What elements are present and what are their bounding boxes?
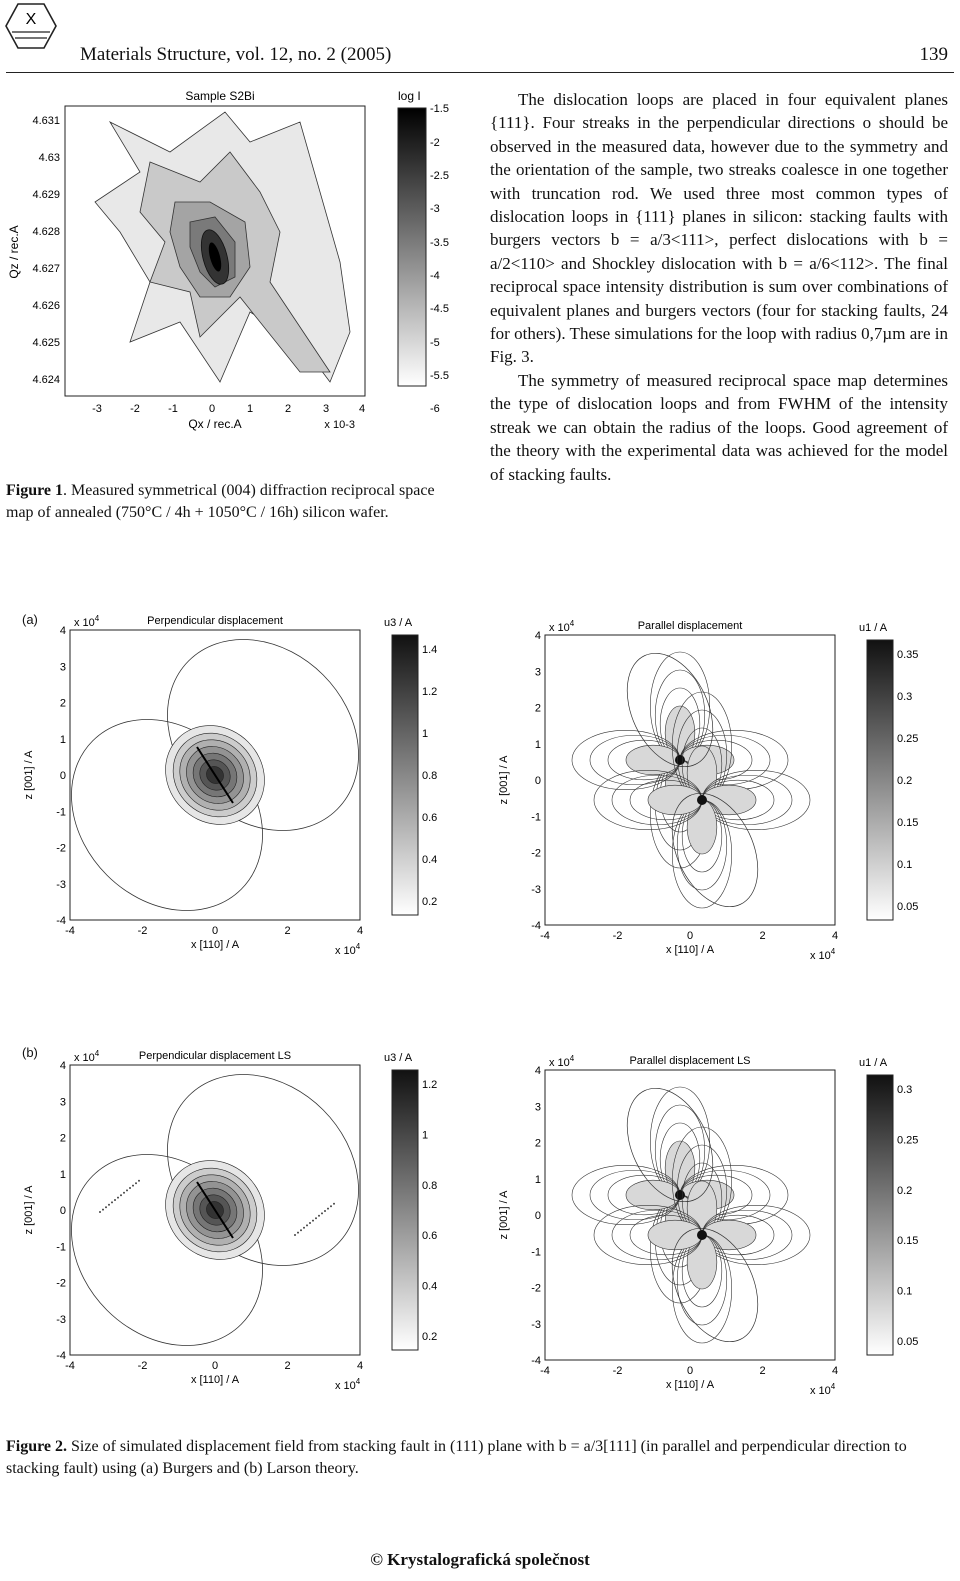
figure2-caption (6, 1436, 954, 1480)
ytick-label: 2 (534, 1137, 541, 1150)
ytick-label: 4 (59, 1060, 66, 1072)
paragraph-1: The dislocation loops are placed in four equivalent planes {111}. Four streaks in the perpendicular directions o should be observed in the measured data, however due to the symmetry and the orientation of the sample, two streaks coalesce in one together with truncation rod. We used three most common types of dislocation loops in {111} planes in silicon: stacking faults with burgers vectors b = a/3<111>, perfect dislocations with b = a/2<110> and Shockley dislocation with b = a/6<112>. The final reciprocal space intensity distribution is sum over combinations of equivalent planes and burgers vectors (four for stacking faults, 24 for others). These simulations for the loop with radius 0,7µm are in Fig. 3. (490, 90, 948, 367)
ytick-label: 0 (534, 1210, 541, 1222)
ytick-label: -4 (56, 1350, 66, 1362)
plot-ylabel: z [001] / A (498, 755, 510, 805)
page-number: 139 (919, 44, 948, 65)
xtick-label: -2 (612, 1365, 623, 1377)
xtick-label: 2 (284, 1360, 291, 1372)
ytick-label: 2 (59, 1132, 66, 1145)
svg-text:0: 0 (208, 403, 216, 415)
ytick-label: -1 (56, 806, 66, 819)
svg-text:-4.5: -4.5 (430, 303, 449, 315)
colorbar-tick: 0.2 (897, 1184, 913, 1197)
ytick-label: 3 (59, 661, 66, 674)
figure2-plot-1 (23, 601, 437, 957)
ytick-label: -3 (56, 1313, 66, 1326)
ytick-label: 1 (534, 738, 541, 751)
colorbar-tick: 0.2 (897, 775, 913, 787)
panel-b-label: (b) (22, 1045, 38, 1060)
plot-title: Parallel displacement (637, 620, 743, 632)
colorbar-tick: 0.05 (897, 1336, 919, 1348)
xtick-label: 4 (831, 1365, 839, 1377)
figure1-colorbar (398, 108, 426, 386)
xtick-label: -4 (540, 930, 550, 942)
xtick-label: -4 (65, 1360, 75, 1372)
ytick-label: 3 (534, 666, 541, 679)
x-multiplier: x $10^4$ (810, 947, 836, 962)
ytick-label: 4 (534, 1065, 541, 1077)
plot-title: Perpendicular displacement (147, 615, 283, 627)
plot-xlabel: x [110] / A (190, 939, 240, 951)
paragraph-2: The symmetry of measured reciprocal space map determines the type of dislocation loops and from FWHM of the intensity streak we can obtain the radius of the loops. Good agreement of the theory with the experimental data was achieved for the model of stacking faults. (490, 370, 948, 484)
ytick-label: 0 (59, 770, 66, 782)
colorbar-tick: 0.2 (422, 1331, 438, 1343)
ytick-label: -4 (56, 915, 66, 927)
ytick-label: 0 (59, 1205, 66, 1217)
xtick-label: -4 (65, 925, 75, 937)
figure1-label: Figure 1 (6, 482, 64, 499)
ytick-label: 0 (534, 775, 541, 787)
svg-text:-4: -4 (430, 270, 440, 282)
xtick-label: -4 (540, 1365, 550, 1377)
figure2-plot-2 (498, 619, 918, 962)
colorbar (867, 1075, 893, 1355)
plot-xlabel: x [110] / A (665, 944, 715, 956)
colorbar-tick: 0.15 (897, 1235, 919, 1248)
ytick-label: -2 (56, 842, 66, 855)
colorbar-tick: 0.15 (897, 817, 919, 829)
colorbar-tick: 1.4 (422, 644, 438, 656)
svg-text:-2.5: -2.5 (430, 170, 449, 182)
header-rule (6, 72, 954, 73)
ytick-label: 3 (59, 1096, 66, 1109)
xtick-label: 4 (831, 930, 839, 942)
figure1-ylabel: Qz / rec.A (7, 225, 21, 279)
svg-text:2: 2 (284, 403, 292, 415)
colorbar-tick: 1 (422, 1129, 429, 1142)
y-multiplier: x $10^4$ (74, 1049, 100, 1064)
logo-letter: X (25, 11, 37, 28)
svg-text:4.628: 4.628 (32, 226, 60, 238)
colorbar-tick: 0.2 (422, 896, 438, 908)
colorbar-tick: 0.3 (897, 1084, 913, 1096)
ytick-label: 3 (534, 1101, 541, 1114)
ytick-label: -2 (531, 1282, 541, 1295)
svg-text:-2: -2 (430, 137, 440, 149)
y-multiplier: x $10^4$ (549, 619, 575, 634)
xtick-label: 2 (284, 925, 291, 937)
colorbar (392, 1070, 418, 1350)
x-multiplier: x $10^4$ (335, 1377, 361, 1392)
ytick-label: -4 (531, 1355, 541, 1367)
svg-text:-2: -2 (130, 403, 140, 415)
colorbar-label: u1 / A (859, 622, 888, 634)
figure2-plot-3 (23, 1036, 437, 1392)
figure1-caption (6, 480, 462, 524)
journal-title: Materials Structure, vol. 12, no. 2 (2005) (80, 44, 392, 65)
plot-xlabel: x [110] / A (665, 1379, 715, 1391)
figure1-caption-text: . Measured symmetrical (004) diffraction reciprocal space map of annealed (750°C / 4h + 1050°C / 16h) silicon wafer. (6, 482, 435, 521)
ytick-label: 4 (59, 625, 66, 637)
svg-text:-3: -3 (430, 203, 440, 215)
journal-logo (4, 2, 58, 50)
colorbar (867, 640, 893, 920)
y-multiplier: x $10^4$ (549, 1054, 575, 1069)
ytick-label: 4 (534, 630, 541, 642)
figure2-label: Figure 2. (6, 1438, 68, 1455)
colorbar-label: u3 / A (384, 617, 413, 629)
ytick-label: -3 (531, 1318, 541, 1331)
figure2-plot-4 (498, 1054, 918, 1397)
colorbar-tick: 0.05 (897, 901, 919, 913)
ytick-label: -4 (531, 920, 541, 932)
ytick-label: -1 (531, 811, 541, 824)
colorbar-label: u1 / A (859, 1057, 888, 1069)
svg-text:4.63: 4.63 (38, 152, 60, 164)
colorbar-tick: 0.8 (422, 770, 438, 782)
ytick-label: -3 (531, 883, 541, 896)
svg-text:-6: -6 (430, 403, 440, 415)
figure1-cbticks (430, 103, 449, 415)
colorbar-tick: 0.6 (422, 812, 438, 824)
colorbar-tick: 0.3 (897, 691, 913, 703)
colorbar (392, 635, 418, 915)
figure1-xlabel: Qx / rec.A (188, 417, 242, 431)
plot-ylabel: z [001] / A (23, 1185, 35, 1235)
xtick-label: 0 (686, 1365, 694, 1377)
colorbar-tick: 1.2 (422, 686, 438, 698)
figure2-caption-text: Size of simulated displacement field from stacking fault in (111) plane with b = a/3[111] (in parallel and perpendicular direction to stacking fault) using (a) Burgers and (b) Larson theory. (6, 1438, 907, 1477)
x-multiplier: x $10^4$ (810, 1382, 836, 1397)
svg-text:4.626: 4.626 (32, 300, 60, 312)
ytick-label: 1 (534, 1173, 541, 1186)
colorbar-tick: 1 (422, 728, 429, 740)
ytick-label: -3 (56, 878, 66, 891)
xtick-label: 4 (356, 1360, 364, 1372)
svg-text:4.631: 4.631 (32, 115, 60, 127)
xtick-label: 2 (759, 930, 766, 942)
plot-ylabel: z [001] / A (23, 750, 35, 800)
ytick-label: -1 (56, 1241, 66, 1254)
xtick-label: 4 (356, 925, 364, 937)
svg-text:4: 4 (358, 403, 366, 415)
plot-xlabel: x [110] / A (190, 1374, 240, 1386)
svg-text:4.629: 4.629 (32, 189, 60, 201)
xtick-label: -2 (612, 930, 623, 942)
svg-text:-3.5: -3.5 (430, 237, 449, 249)
colorbar-tick: 0.1 (897, 1285, 913, 1298)
figure2-plots (0, 600, 960, 1400)
figure1-colorbar-label: log I (398, 89, 421, 103)
svg-text:4.624: 4.624 (32, 374, 60, 386)
footer: © Krystalografická společnost (370, 1550, 590, 1569)
colorbar-tick: 0.6 (422, 1230, 438, 1243)
colorbar-tick: 0.4 (422, 1280, 438, 1293)
svg-text:-1: -1 (168, 403, 178, 415)
figure1-title: Sample S2Bi (185, 89, 255, 103)
figure1-reciprocal-space-map (0, 82, 480, 442)
xtick-label: 0 (211, 925, 219, 937)
svg-text:1: 1 (246, 403, 254, 415)
ytick-label: -2 (56, 1277, 66, 1290)
svg-text:-1.5: -1.5 (430, 103, 449, 115)
ytick-label: 1 (59, 1168, 66, 1181)
figure1-xticks (92, 403, 365, 415)
figure1-x-multiplier: x 10-3 (324, 419, 355, 431)
plot-title: Parallel displacement LS (629, 1055, 751, 1067)
svg-text:-3: -3 (92, 403, 102, 415)
svg-text:4.625: 4.625 (32, 337, 60, 349)
xtick-label: 0 (211, 1360, 219, 1372)
ytick-label: 2 (59, 697, 66, 710)
svg-text:3: 3 (322, 403, 330, 415)
colorbar-tick: 0.8 (422, 1179, 438, 1192)
ytick-label: 1 (59, 733, 66, 746)
y-multiplier: x $10^4$ (74, 614, 100, 629)
panel-a-label: (a) (22, 612, 38, 627)
x-multiplier: x $10^4$ (335, 942, 361, 957)
colorbar-tick: 0.25 (897, 733, 919, 745)
body-text (490, 88, 948, 486)
xtick-label: 0 (686, 930, 694, 942)
plot-ylabel: z [001] / A (498, 1190, 510, 1240)
svg-text:4.627: 4.627 (32, 263, 60, 275)
xtick-label: -2 (137, 925, 148, 937)
svg-text:-5: -5 (430, 337, 440, 349)
ytick-label: 2 (534, 702, 541, 715)
colorbar-tick: 0.1 (897, 859, 913, 871)
colorbar-tick: 0.25 (897, 1134, 919, 1147)
xtick-label: -2 (137, 1360, 148, 1372)
colorbar-tick: 0.35 (897, 649, 919, 661)
colorbar-tick: 0.4 (422, 854, 438, 866)
svg-text:-5.5: -5.5 (430, 370, 449, 382)
plot-title: Perpendicular displacement LS (138, 1050, 292, 1062)
colorbar-tick: 1.2 (422, 1079, 438, 1091)
ytick-label: -2 (531, 847, 541, 860)
figure1-yticks (32, 115, 60, 386)
xtick-label: 2 (759, 1365, 766, 1377)
colorbar-label: u3 / A (384, 1052, 413, 1064)
ytick-label: -1 (531, 1246, 541, 1259)
